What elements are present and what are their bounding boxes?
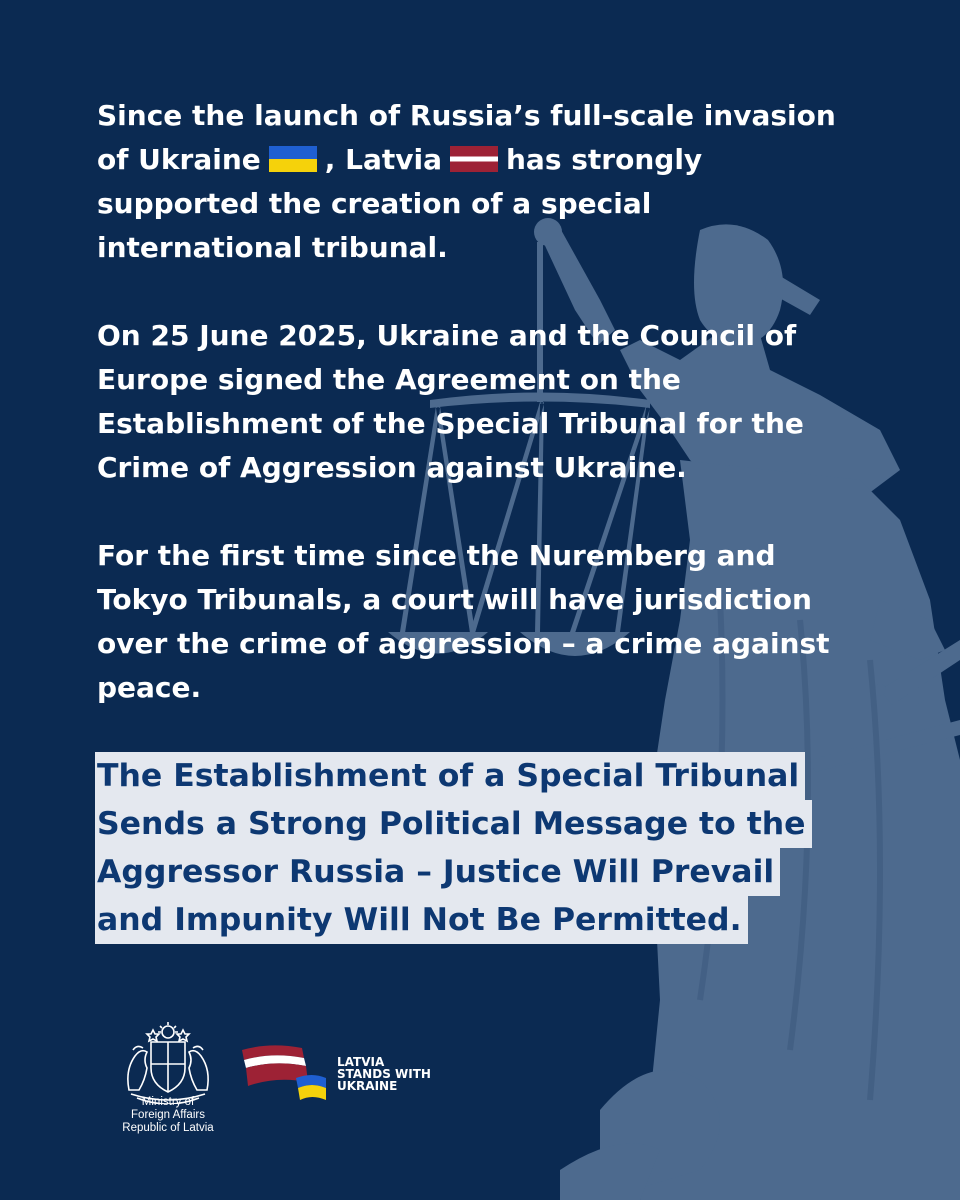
text-line: For the first time since the Nuremberg and — [97, 539, 776, 572]
text-line: Europe signed the Agreement on the — [97, 363, 681, 396]
ukraine-flag-icon — [269, 146, 317, 172]
paragraph-agreement — [97, 314, 857, 490]
text-line: over the crime of aggression – a crime against — [97, 627, 830, 660]
highlight-line: Sends a Strong Political Message to the — [95, 800, 812, 848]
text-line: On 25 June 2025, Ukraine and the Council of — [97, 319, 797, 352]
text-line — [97, 138, 857, 182]
text-line: international tribunal. — [97, 231, 448, 264]
text-fragment: has strongly — [506, 143, 703, 176]
footer-logos — [0, 1010, 960, 1160]
ministry-caption-line: Ministry of — [141, 1096, 195, 1108]
campaign-slogan-line: STANDS WITH — [337, 1067, 431, 1081]
paragraph-nuremberg — [97, 534, 857, 710]
campaign-slogan — [337, 1056, 431, 1092]
text-line: supported the creation of a special — [97, 187, 652, 220]
ministry-caption-line: Republic of Latvia — [122, 1122, 214, 1134]
highlight-line: The Establishment of a Special Tribunal — [95, 752, 805, 800]
body-text — [97, 94, 857, 710]
text-line: Establishment of the Special Tribunal for the — [97, 407, 804, 440]
text-line: peace. — [97, 671, 202, 704]
highlight-statement — [95, 752, 875, 944]
latvia-flag-icon — [450, 146, 498, 172]
text-fragment: of Ukraine — [97, 143, 261, 176]
ministry-caption-line: Foreign Affairs — [131, 1109, 205, 1121]
text-line: Crime of Aggression against Ukraine. — [97, 451, 687, 484]
latvia-coat-of-arms-icon — [117, 1020, 219, 1104]
text-fragment: , Latvia — [324, 143, 442, 176]
campaign-slogan-line: UKRAINE — [337, 1079, 398, 1093]
latvia-ukraine-flags-logo-icon — [240, 1042, 332, 1104]
ministry-caption — [102, 1096, 234, 1135]
paragraph-invasion — [97, 94, 857, 270]
text-line: Tokyo Tribunals, a court will have jurisdiction — [97, 583, 812, 616]
highlight-line: Aggressor Russia – Justice Will Prevail — [95, 848, 780, 896]
text-line: Since the launch of Russia’s full-scale invasion — [97, 99, 836, 132]
highlight-line: and Impunity Will Not Be Permitted. — [95, 896, 748, 944]
campaign-slogan-line: LATVIA — [337, 1055, 385, 1069]
